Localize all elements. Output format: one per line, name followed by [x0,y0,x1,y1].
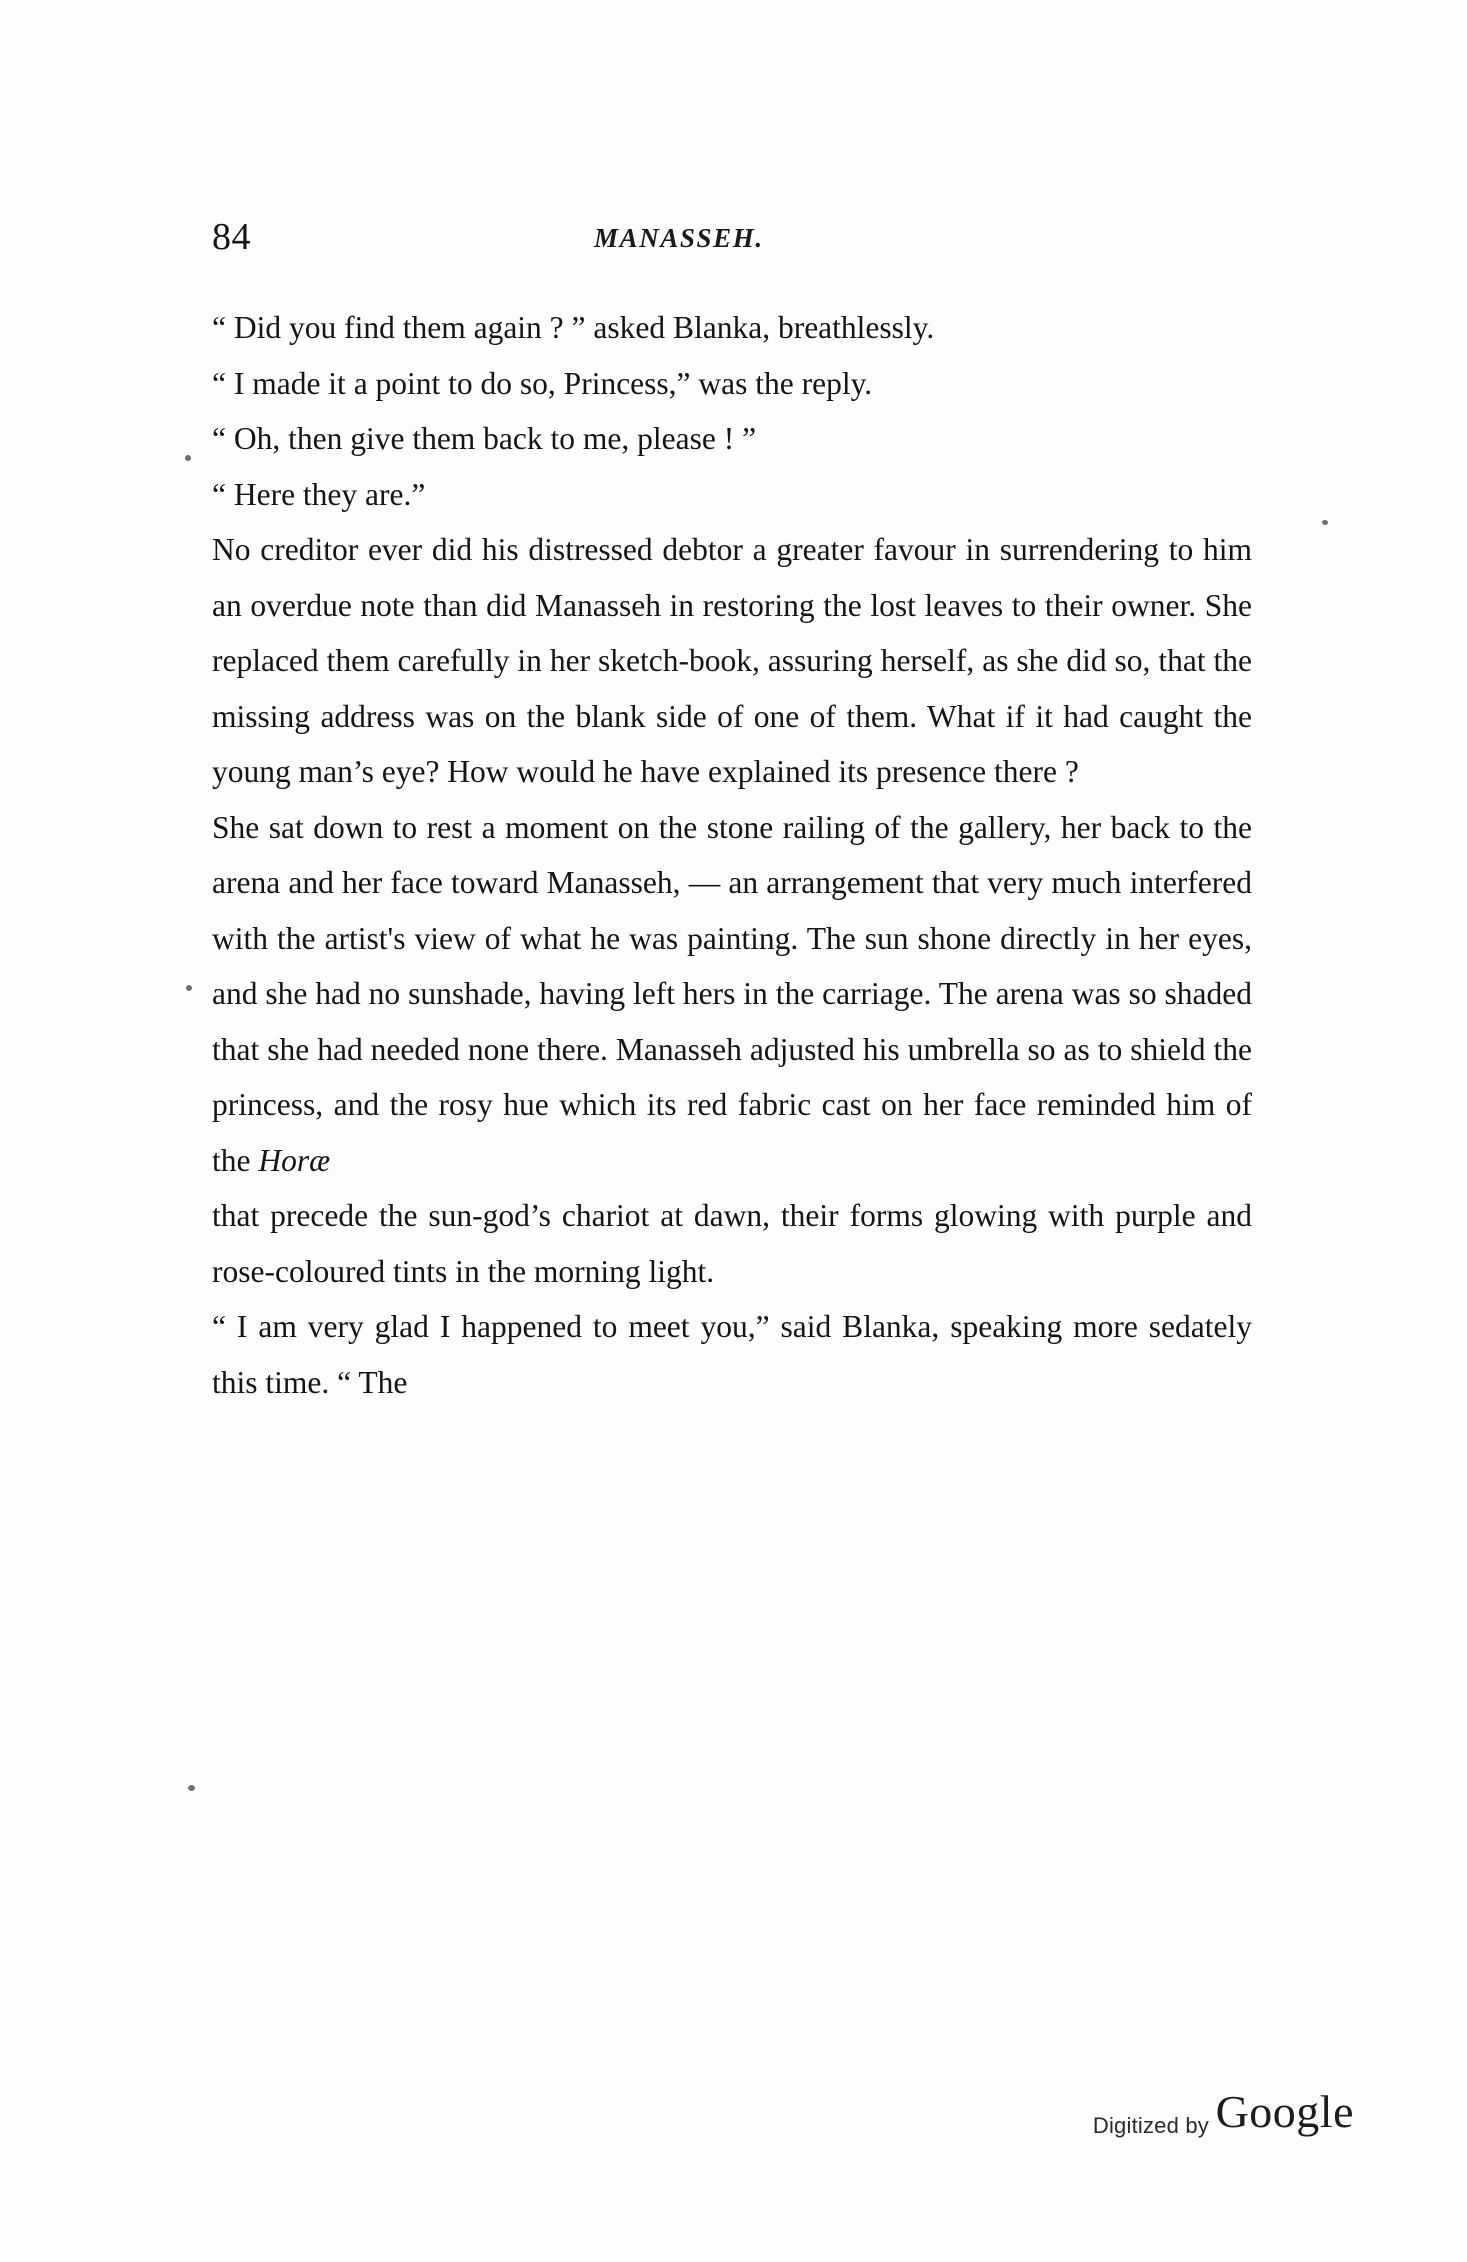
page-number: 84 [212,216,251,258]
page-header [0,215,1467,263]
paragraph-dialogue-1: “ Did you find them again ? ” asked Blanka, breathlessly. [212,310,935,345]
scan-speck [186,985,192,991]
paragraph-dialogue-4: “ Here they are.” [212,476,426,512]
scan-speck [185,455,191,461]
paragraph-dialogue-2: “ I made it a point to do so, Princess,” was the reply. [212,365,873,401]
paragraph-narrative-2-text: She sat down to rest a moment on the stone railing of the gallery, her back to the arena and her face toward Manasseh, — an arrangement that very much interfered with the artist's view of what he was painting. The sun shone directly in her eyes, and she had no sunshade, having left hers in the carriage. The arena was so shaded that she had needed none there. Manasseh adjusted his umbrella so as to shield the princess, and the rosy hue which its red fabric cast on her face reminded him of the [212,809,1252,1178]
page-footer [0,2085,1467,2175]
scan-speck [188,1785,195,1791]
paragraph-dialogue-3: “ Oh, then give them back to me, please ! ” [212,421,757,456]
paragraph-narrative-3: that precede the sun-god’s chariot at dawn, their forms glowing with purple and rose-coloured tints in the morning light. [212,1198,1252,1289]
paragraph-narrative-2 [212,800,1252,1189]
paragraph-dialogue-5: “ I am very glad I happened to meet you,” said Blanka, speaking more sedately this time. “ The [212,1309,1252,1400]
italic-term-horae: Horæ [258,1142,331,1178]
google-logo: Google [1215,2086,1354,2137]
running-title: MANASSEH. [594,223,764,253]
page-body [212,300,1252,1410]
scan-speck [1322,520,1328,525]
digitized-by-label: Digitized by [1092,2113,1209,2138]
paragraph-narrative-1: No creditor ever did his distressed debtor a greater favour in surrendering to him an overdue note than did Manasseh in restoring the lost leaves to their owner. She replaced them carefully in her sketch-book, assuring herself, as she did so, that the missing address was on the blank side of one of them. What if it had caught the young man’s eye? How would he have explained its presence there ? [212,532,1252,789]
